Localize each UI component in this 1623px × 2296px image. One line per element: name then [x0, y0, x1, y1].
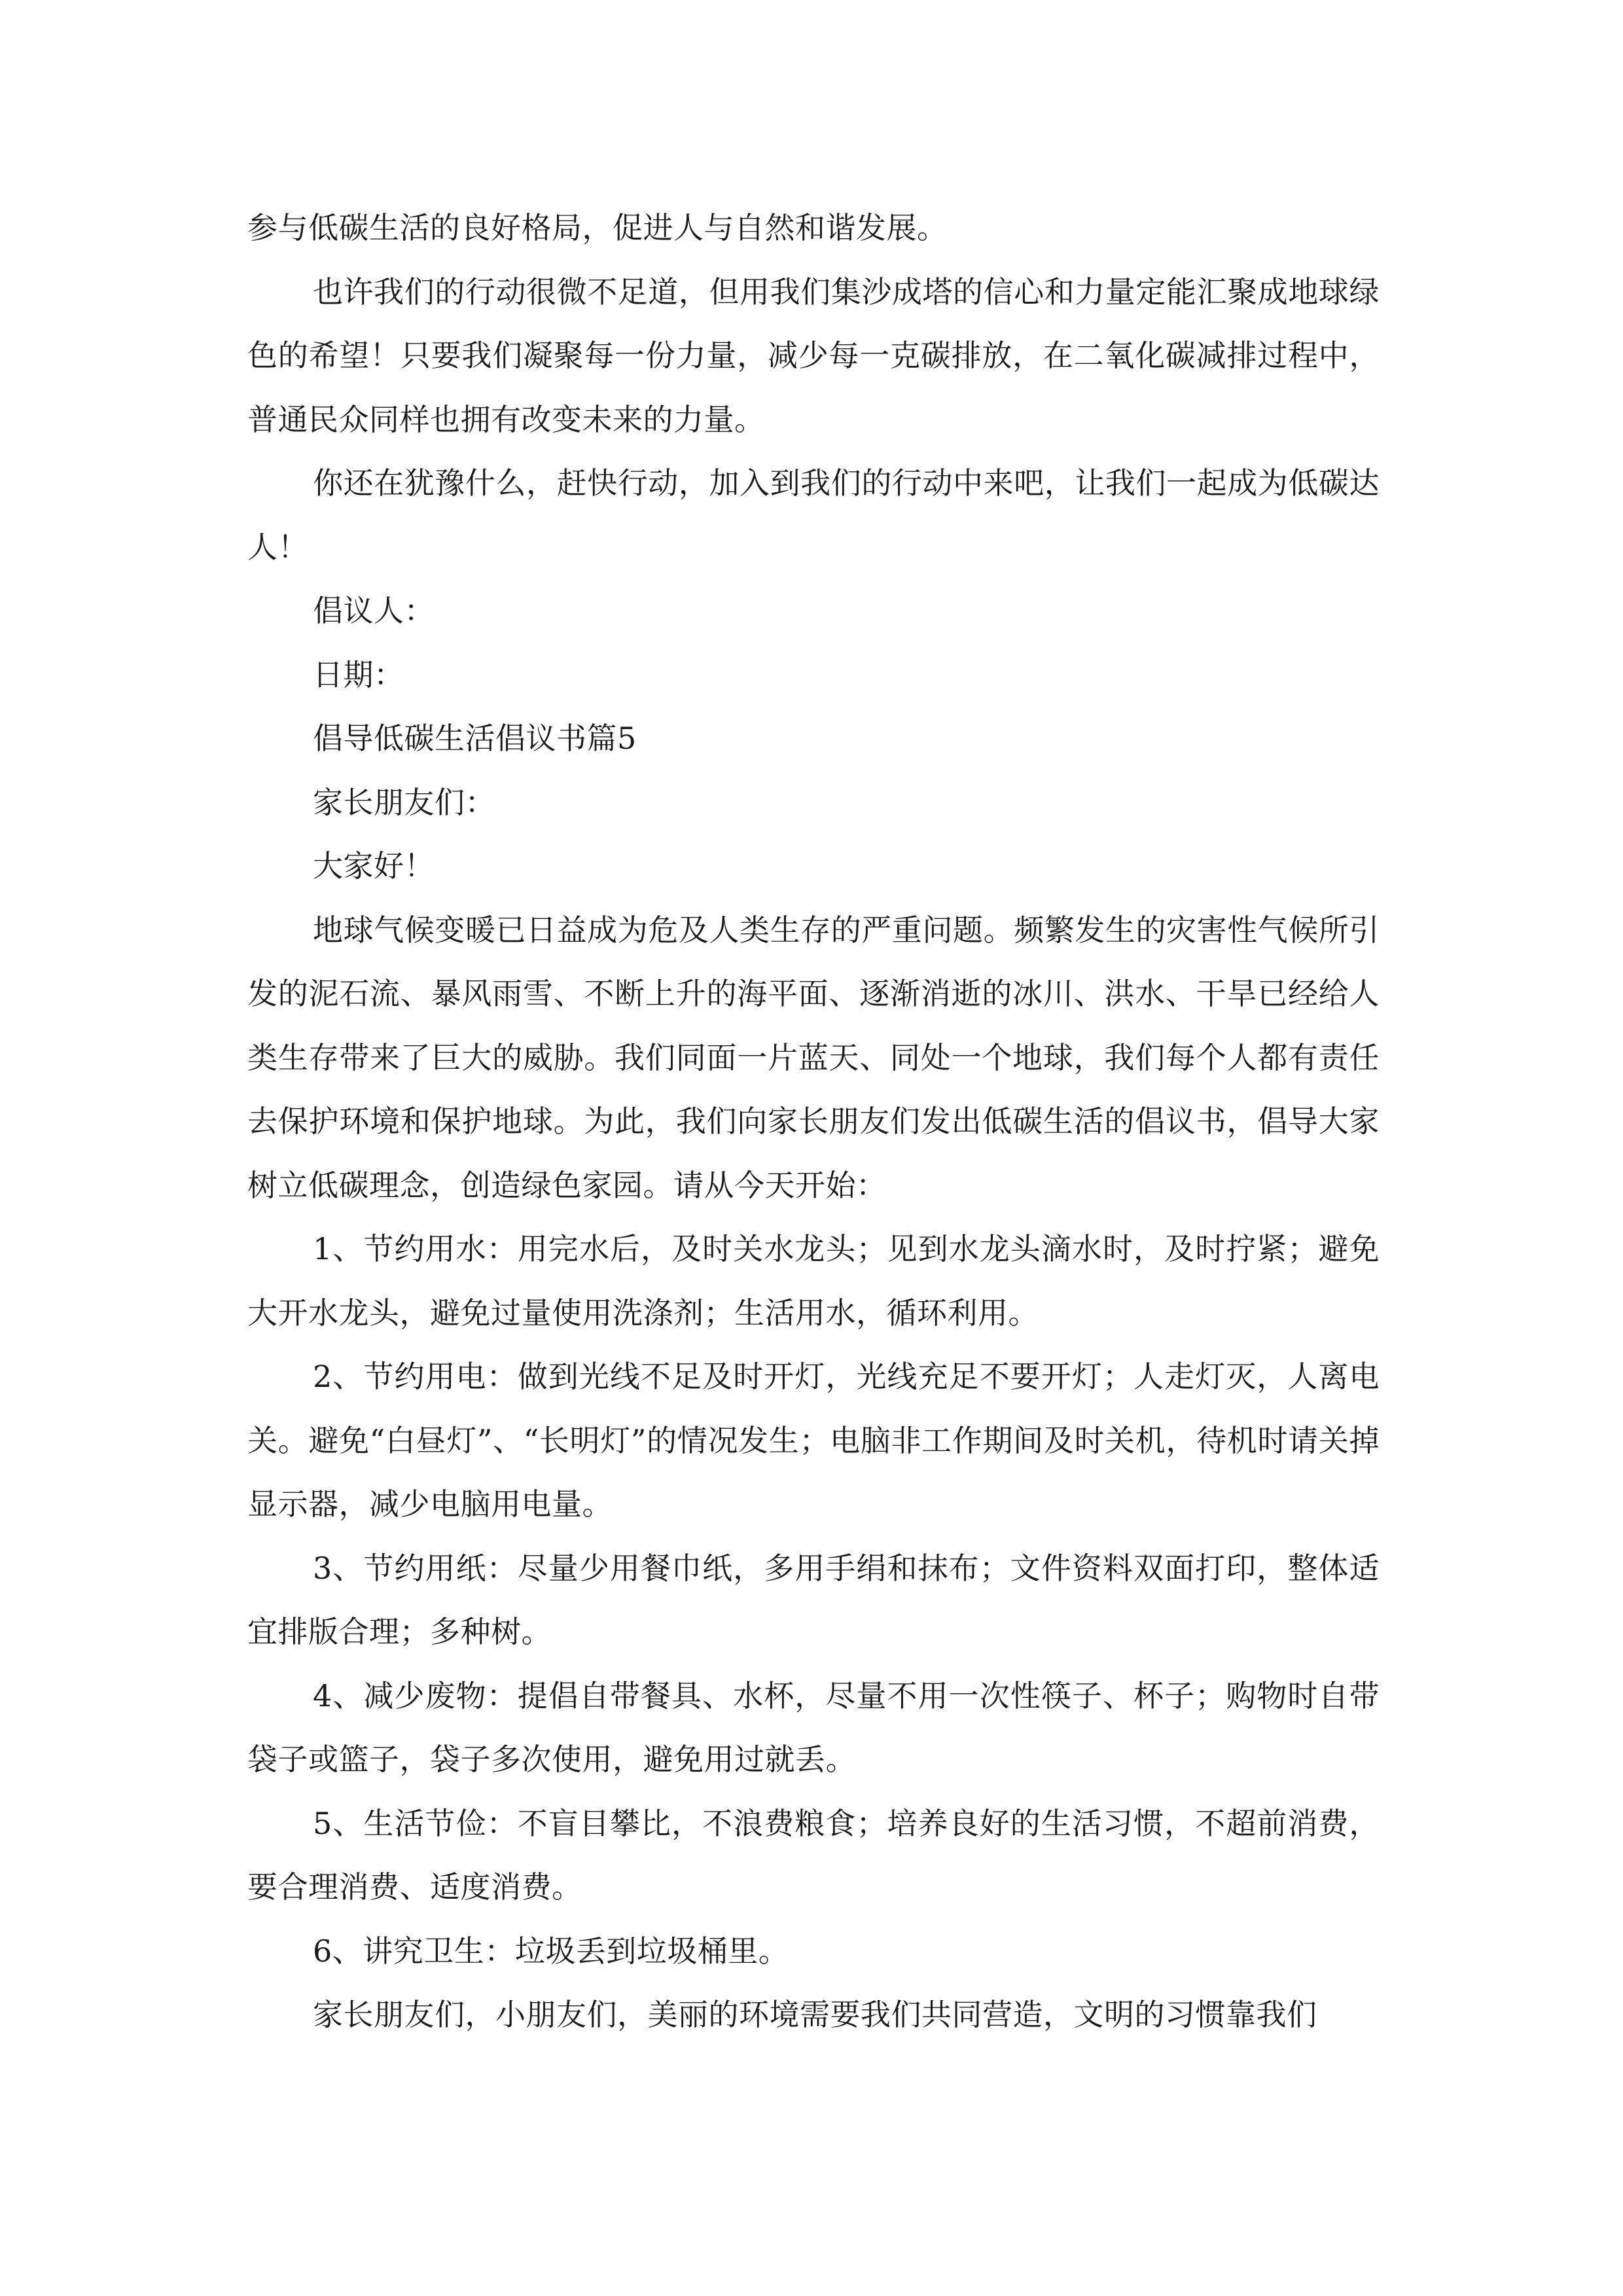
paragraph: 家长朋友们，小朋友们，美丽的环境需要我们共同营造，文明的习惯靠我们	[313, 1997, 1317, 2032]
greeting: 大家好！	[313, 848, 435, 884]
paragraph: 也许我们的行动很微不足道，但用我们集沙成塔的信心和力量定能汇聚成地球绿色的希望！只要我们凝聚每一份力量，减少每一克碳排放，在二氧化碳减排过程中，普通民众同样也拥有改变未来的力量。	[247, 274, 1380, 437]
list-item: 6、讲究卫生：垃圾丢到垃圾桶里。	[313, 1933, 789, 1969]
proposer-line: 倡议人：	[313, 593, 435, 628]
list-item: 1、节约用水：用完水后，及时关水龙头；见到水龙头滴水时，及时拧紧；避免大开水龙头，避免过量使用洗涤剂；生活用水，循环利用。	[247, 1231, 1380, 1331]
list-item: 2、节约用电：做到光线不足及时开灯，光线充足不要开灯；人走灯灭，人离电关。避免“白昼灯”、“长明灯”的情况发生；电脑非工作期间及时关机，待机时请关掉显示器，减少电脑用电量。	[247, 1359, 1380, 1522]
document-body	[247, 196, 1380, 2047]
paragraph: 参与低碳生活的良好格局，促进人与自然和谐发展。	[247, 210, 948, 245]
paragraph: 地球气候变暖已日益成为危及人类生存的严重问题。频繁发生的灾害性气候所引发的泥石流、暴风雨雪、不断上升的海平面、逐渐消逝的冰川、洪水、干旱已经给人类生存带来了巨大的威胁。我们同面一片蓝天、同处一个地球，我们每个人都有责任去保护环境和保护地球。为此，我们向家长朋友们发出低碳生活的倡议书，倡导大家树立低碳理念，创造绿色家园。请从今天开始：	[247, 912, 1380, 1203]
date-line: 日期：	[313, 656, 404, 692]
list-item: 4、减少废物：提倡自带餐具、水杯，尽量不用一次性筷子、杯子；购物时自带袋子或篮子，袋子多次使用，避免用过就丢。	[247, 1677, 1380, 1777]
paragraph: 你还在犹豫什么，赶快行动，加入到我们的行动中来吧，让我们一起成为低碳达人！	[247, 465, 1380, 565]
list-item: 5、生活节俭：不盲目攀比，不浪费粮食；培养良好的生活习惯，不超前消费，要合理消费、适度消费。	[247, 1805, 1380, 1905]
list-item: 3、节约用纸：尽量少用餐巾纸，多用手绢和抹布；文件资料双面打印，整体适宜排版合理；多种树。	[247, 1550, 1380, 1649]
section-title: 倡导低碳生活倡议书篇5	[313, 721, 637, 756]
salutation: 家长朋友们：	[313, 784, 495, 820]
